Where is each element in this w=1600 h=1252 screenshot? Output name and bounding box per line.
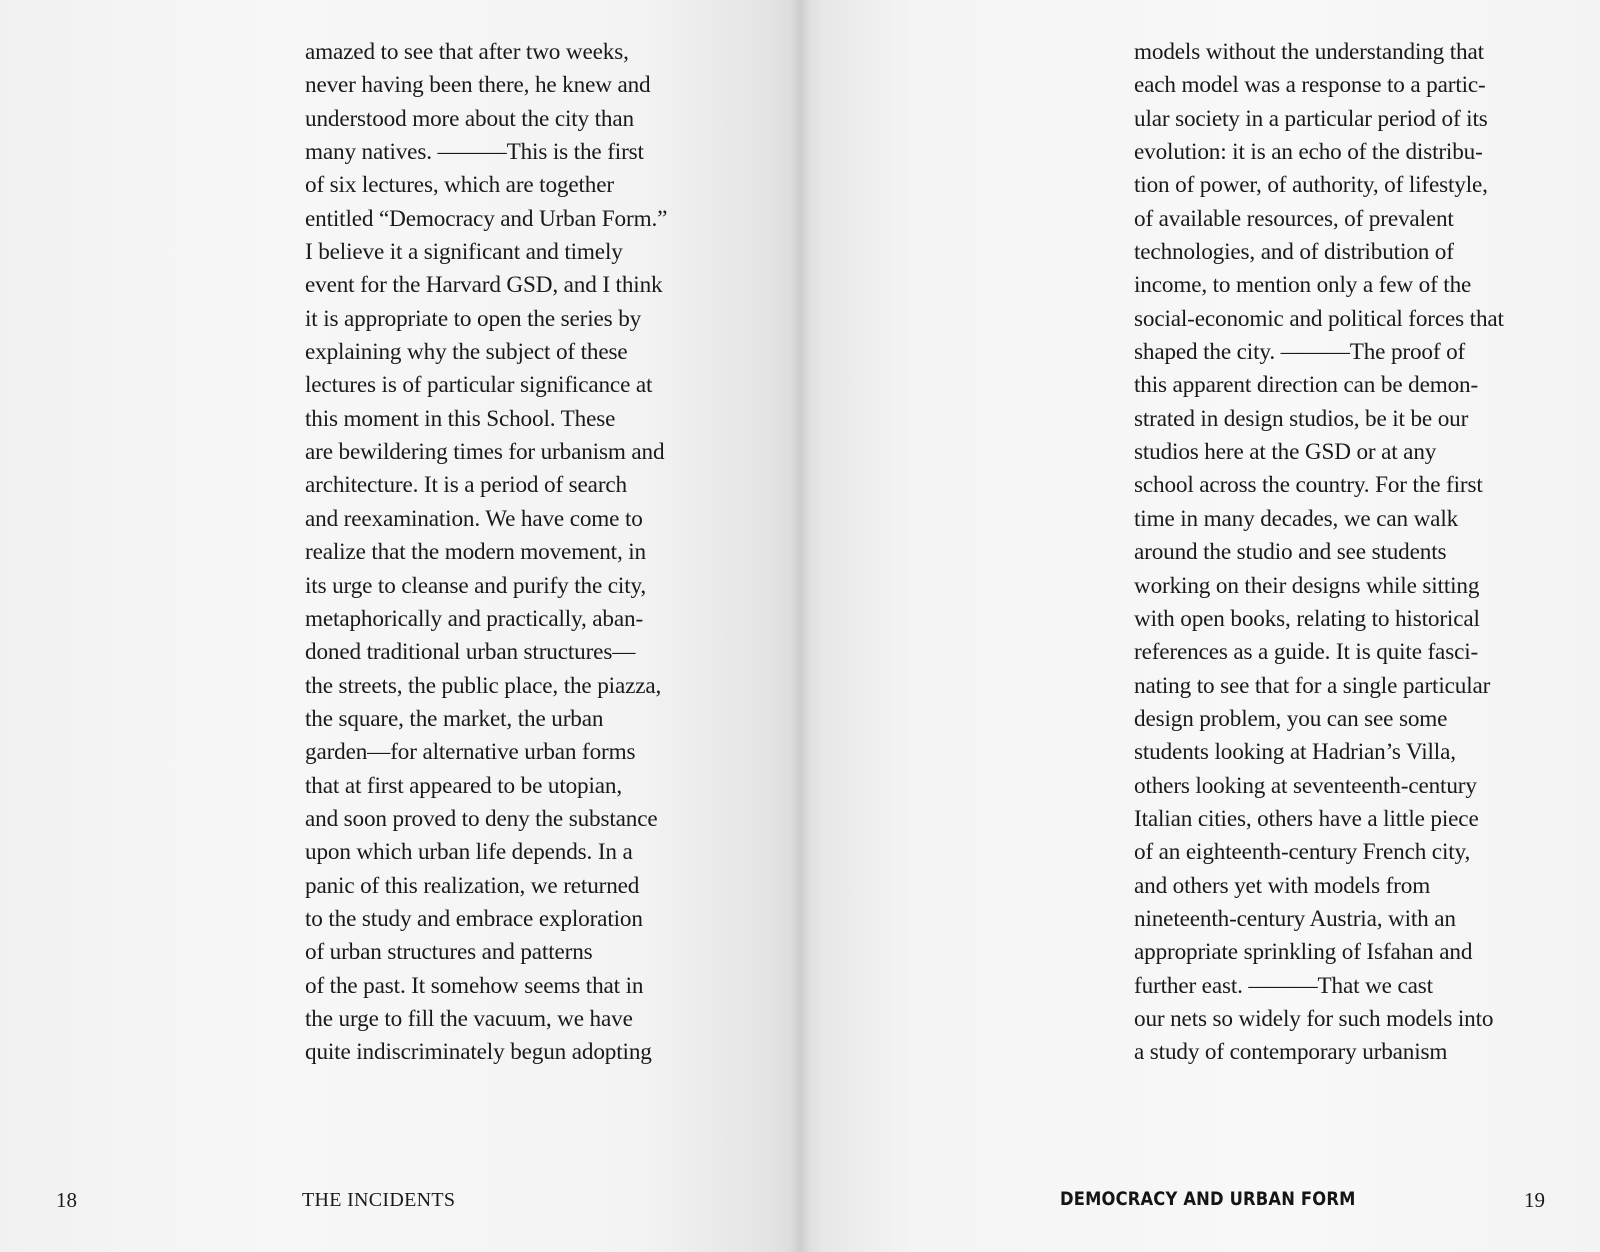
left-page-number: 18 bbox=[56, 1188, 77, 1212]
right-page bbox=[800, 0, 1600, 1252]
right-running-head: DEMOCRACY AND URBAN FORM bbox=[1060, 1188, 1356, 1210]
right-page-number: 19 bbox=[1524, 1188, 1545, 1212]
left-page-body-text: amazed to see that after two weeks, never having been there, he knew and understood more about the city than many natives. ———This is the first of six lectures, which are together entitled “Democracy and Urban Form.” I believe it a significant and timely event for the Harvard GSD, and I think it is appropriate to open the series by explaining why the subject of these lectures is of particular significance at this moment in this School. These are bewildering times for urbanism and architecture. It is a period of search and reexamination. We have come to realize that the modern movement, in its urge to cleanse and purify the city, metaphorically and practically, aban- doned traditional urban structures— the streets, the public place, the piazza, the square, the market, the urban garden—for alternative urban forms that at first appeared to be utopian, and soon proved to deny the substance upon which urban life depends. In a panic of this realization, we returned to the study and embrace exploration of urban structures and patterns of the past. It somehow seems that in the urge to fill the vacuum, we have quite indiscriminately begun adopting bbox=[305, 39, 668, 1066]
left-running-head: THE INCIDENTS bbox=[302, 1189, 456, 1211]
right-page-body-text: models without the understanding that each model was a response to a partic- ular society in a particular period of its evolution: it is an echo of the distribu- tion of power, of authority, of lifestyle, of available resources, of prevalent technologies, and of distribution of income, to mention only a few of the social-economic and political forces that shaped the city. ———The proof of this apparent direction can be demon- strated in design studios, be it be our studios here at the GSD or at any school across the country. For the first time in many decades, we can walk around the studio and see students working on their designs while sitting with open books, relating to historical references as a guide. It is quite fasci- nating to see that for a single particular design problem, you can see some students looking at Hadrian’s Villa, others looking at seventeenth-century Italian cities, others have a little piece of an eighteenth-century French city, and others yet with models from nineteenth-century Austria, with an appropriate sprinkling of Isfahan and further east. ———That we cast our nets so widely for such models into a study of contemporary urbanism bbox=[1134, 39, 1504, 1066]
